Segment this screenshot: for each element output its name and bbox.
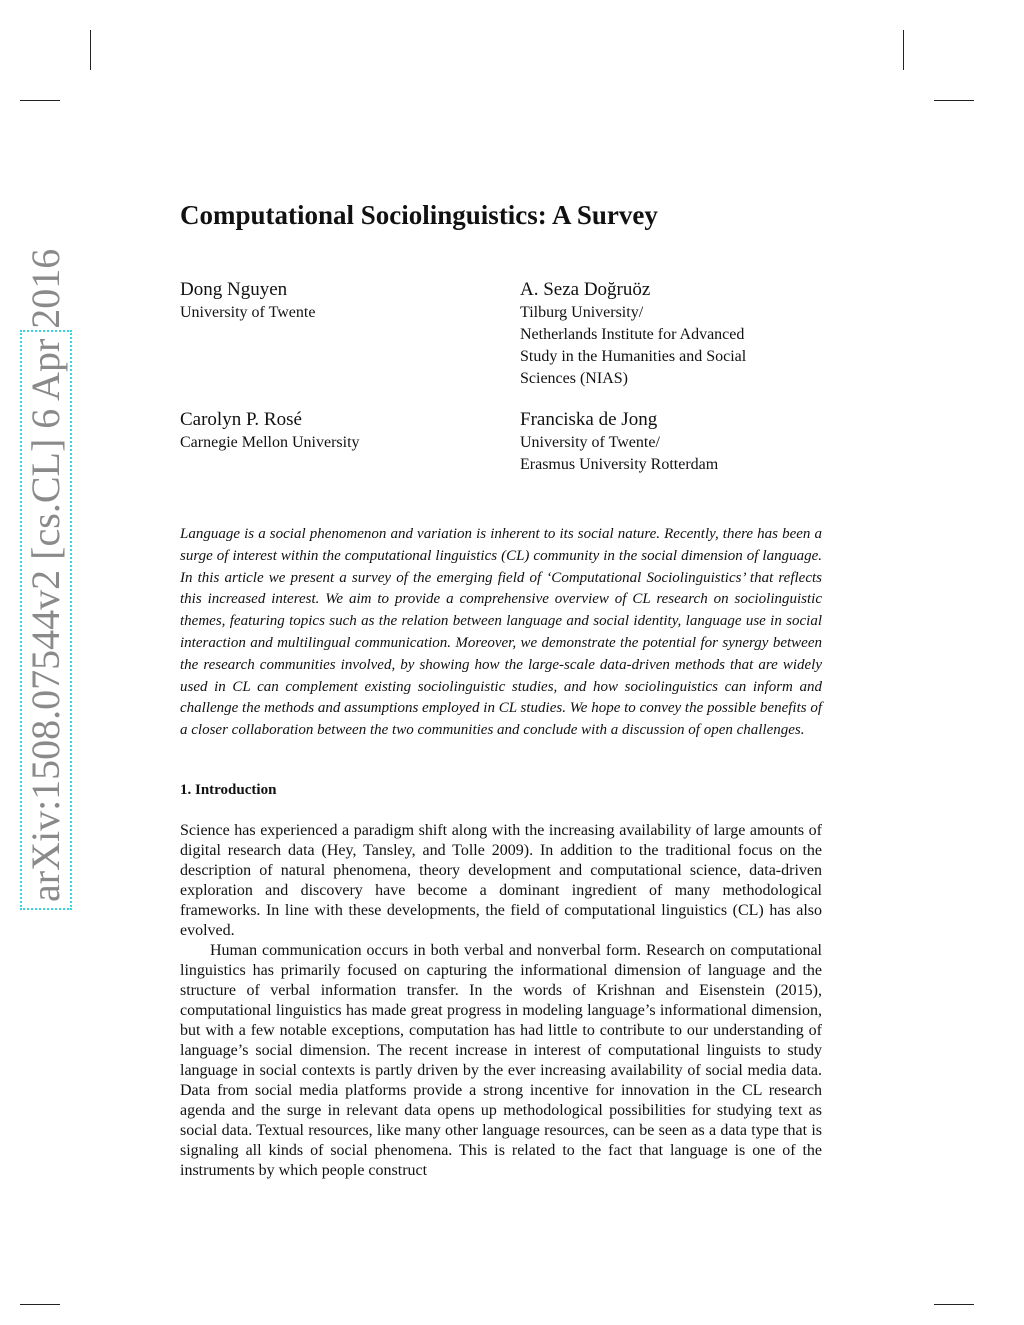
author-affiliation: Erasmus University Rotterdam [520,456,719,473]
author-affiliation: Netherlands Institute for Advanced [520,326,745,343]
paper-title: Computational Sociolinguistics: A Survey [180,200,658,230]
author-affiliation: Carnegie Mellon University [180,434,360,451]
author-block [520,408,820,476]
author-block [520,278,820,390]
author-affiliation: Study in the Humanities and Social [520,348,747,365]
author-name: A. Seza Doğruöz [520,279,651,300]
crop-mark [20,1304,60,1305]
section-body [180,821,822,1181]
body-paragraph: Science has experienced a paradigm shift along with the increasing availability of large amounts of digital research data (Hey, Tansley, and Tolle 2009). In addition to the traditional focus on the description of natural phenomena, theory development and computational science, data-driven exploration and discovery have become a dominant ingredient of many methodological frameworks. In line with these developments, the field of computational linguistics (CL) has also evolved. [180,822,822,939]
body-paragraph: Human communication occurs in both verbal and nonverbal form. Research on computational linguistics has primarily focused on capturing the informational dimension of language and the structure of verbal information transfer. In the words of Krishnan and Eisenstein (2015), computational linguistics has made great progress in modeling language’s informational dimension, but with a few notable exceptions, computation has had little to contribute to our understanding of language’s social dimension. The recent increase in interest of computational linguists to study language in social contexts is partly driven by the ever increasing availability of social media data. Data from social media platforms provide a strong incentive for innovation in the CL research agenda and the surge in relevant data opens up methodological possibilities for studying text as social data. Textual resources, like many other language resources, can be seen as a data type that is signaling all kinds of social phenomena. This is related to the fact that language is one of the instruments by which people construct [180,942,822,1179]
crop-mark [934,100,974,101]
arxiv-identifier[interactable]: arXiv:1508.07544v2 [cs.CL] 6 Apr 2016 [20,330,72,910]
crop-mark [90,30,91,70]
author-affiliation: Sciences (NIAS) [520,370,628,387]
author-block [180,278,480,324]
author-affiliation: University of Twente [180,304,316,321]
crop-mark [903,30,904,70]
author-affiliation: Tilburg University/ [520,304,644,321]
crop-mark [20,100,60,101]
author-block [180,408,480,454]
author-name: Carolyn P. Rosé [180,409,302,430]
section-heading: 1. Introduction [180,782,277,798]
author-name: Dong Nguyen [180,279,288,300]
abstract: Language is a social phenomenon and variation is inherent to its social nature. Recently, there has been a surge of interest within the computational linguistics (CL) community in the social dimension of language. In this article we present a survey of the emerging field of ‘Computational Sociolinguistics’ that reflects this increased interest. We aim to provide a comprehensive overview of CL research on sociolinguistic themes, featuring topics such as the relation between language and social identity, language use in social interaction and multilingual communication. Moreover, we demonstrate the potential for synergy between the research communities involved, by showing how the large-scale data-driven methods that are widely used in CL can complement existing sociolinguistic studies, and how sociolinguistics can inform and challenge the methods and assumptions employed in CL studies. We hope to convey the possible benefits of a closer collaboration between the two communities and conclude with a discussion of open challenges. [180,526,822,739]
author-name: Franciska de Jong [520,409,658,430]
crop-mark [934,1304,974,1305]
author-affiliation: University of Twente/ [520,434,660,451]
